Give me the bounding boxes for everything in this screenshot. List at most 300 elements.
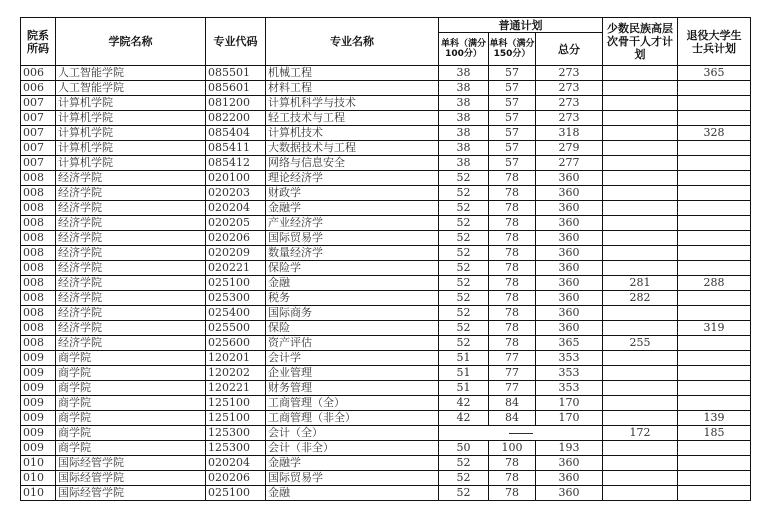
veteran-plan-cell xyxy=(678,201,751,216)
single-100-cell: 38 xyxy=(439,66,489,81)
major-code-cell: 125300 xyxy=(206,426,266,441)
veteran-plan-cell xyxy=(678,81,751,96)
single-150-cell: 78 xyxy=(489,201,536,216)
major-name-cell: 网络与信息安全 xyxy=(266,156,439,171)
score-table xyxy=(20,17,751,501)
college-name-cell: 经济学院 xyxy=(56,321,206,336)
minority-plan-cell xyxy=(603,456,678,471)
total-score-cell: 360 xyxy=(536,246,603,261)
major-code-cell: 020206 xyxy=(206,471,266,486)
major-name-cell: 财政学 xyxy=(266,186,439,201)
single-150-cell: 78 xyxy=(489,186,536,201)
minority-plan-cell: 255 xyxy=(603,336,678,351)
table-row xyxy=(21,141,751,156)
major-code-cell: 120202 xyxy=(206,366,266,381)
single-100-cell: 52 xyxy=(439,456,489,471)
minority-plan-cell xyxy=(603,171,678,186)
table-row xyxy=(21,201,751,216)
single-100-cell: 52 xyxy=(439,216,489,231)
minority-plan-cell xyxy=(603,396,678,411)
total-score-cell: 273 xyxy=(536,81,603,96)
single-150-cell: 100 xyxy=(489,441,536,456)
major-name-cell: 计算机技术 xyxy=(266,126,439,141)
dept-code-cell: 008 xyxy=(21,171,56,186)
major-code-cell: 082200 xyxy=(206,111,266,126)
dept-code-cell: 007 xyxy=(21,111,56,126)
table-row xyxy=(21,396,751,411)
minority-plan-cell xyxy=(603,156,678,171)
single-150-cell: 78 xyxy=(489,231,536,246)
major-code-cell: 081200 xyxy=(206,96,266,111)
table-row xyxy=(21,171,751,186)
veteran-plan-cell xyxy=(678,186,751,201)
dept-code-cell: 008 xyxy=(21,246,56,261)
table-header xyxy=(21,18,751,66)
single-100-cell: 52 xyxy=(439,486,489,501)
major-name-cell: 金融 xyxy=(266,276,439,291)
table-row xyxy=(21,321,751,336)
total-score-cell: 360 xyxy=(536,291,603,306)
veteran-plan-cell: 328 xyxy=(678,126,751,141)
single-150-cell: 78 xyxy=(489,486,536,501)
total-score-cell: 273 xyxy=(536,111,603,126)
single-100-cell: 52 xyxy=(439,171,489,186)
college-name-cell: 经济学院 xyxy=(56,336,206,351)
veteran-plan-cell xyxy=(678,261,751,276)
veteran-plan-cell xyxy=(678,141,751,156)
college-name-cell: 商学院 xyxy=(56,366,206,381)
total-score-cell: 353 xyxy=(536,381,603,396)
minority-plan-cell xyxy=(603,381,678,396)
major-code-cell: 120221 xyxy=(206,381,266,396)
major-name-cell: 保险 xyxy=(266,321,439,336)
table-row xyxy=(21,471,751,486)
single-100-cell: 52 xyxy=(439,291,489,306)
table-row xyxy=(21,246,751,261)
minority-plan-cell xyxy=(603,231,678,246)
table-row xyxy=(21,441,751,456)
college-name-cell: 人工智能学院 xyxy=(56,81,206,96)
veteran-plan-cell xyxy=(678,381,751,396)
total-score-cell: 360 xyxy=(536,261,603,276)
minority-plan-cell xyxy=(603,441,678,456)
college-name-cell: 计算机学院 xyxy=(56,111,206,126)
single-100-cell: 51 xyxy=(439,381,489,396)
total-score-cell: 360 xyxy=(536,231,603,246)
total-score-cell: 170 xyxy=(536,396,603,411)
veteran-plan-cell xyxy=(678,471,751,486)
dept-code-cell: 009 xyxy=(21,366,56,381)
single-100-cell: 42 xyxy=(439,411,489,426)
minority-plan-cell xyxy=(603,471,678,486)
major-code-cell: 025500 xyxy=(206,321,266,336)
minority-plan-cell xyxy=(603,246,678,261)
major-name-cell: 国际贸易学 xyxy=(266,231,439,246)
college-name-cell: 计算机学院 xyxy=(56,156,206,171)
major-name-cell: 资产评估 xyxy=(266,336,439,351)
dept-code-cell: 006 xyxy=(21,81,56,96)
major-code-cell: 020100 xyxy=(206,171,266,186)
single-150-cell: 78 xyxy=(489,261,536,276)
college-name-cell: 经济学院 xyxy=(56,171,206,186)
veteran-plan-cell: 365 xyxy=(678,66,751,81)
minority-plan-cell xyxy=(603,306,678,321)
single-150-cell: 57 xyxy=(489,96,536,111)
single-150-cell: 77 xyxy=(489,351,536,366)
table-row xyxy=(21,306,751,321)
veteran-plan-cell xyxy=(678,156,751,171)
veteran-plan-cell xyxy=(678,456,751,471)
header-single-150: 单科（满分150分） xyxy=(489,33,536,66)
veteran-plan-cell: 288 xyxy=(678,276,751,291)
minority-plan-cell: 281 xyxy=(603,276,678,291)
minority-plan-cell xyxy=(603,141,678,156)
table-row xyxy=(21,366,751,381)
single-100-cell: 52 xyxy=(439,201,489,216)
major-name-cell: 金融 xyxy=(266,486,439,501)
major-name-cell: 轻工技术与工程 xyxy=(266,111,439,126)
total-score-cell: 360 xyxy=(536,171,603,186)
table-row xyxy=(21,126,751,141)
single-100-cell: 52 xyxy=(439,186,489,201)
table-row xyxy=(21,156,751,171)
dash-line xyxy=(509,433,533,434)
college-name-cell: 国际经管学院 xyxy=(56,456,206,471)
table-row xyxy=(21,276,751,291)
veteran-plan-cell xyxy=(678,216,751,231)
minority-plan-cell xyxy=(603,411,678,426)
single-150-cell: 78 xyxy=(489,276,536,291)
minority-plan-cell xyxy=(603,261,678,276)
major-name-cell: 税务 xyxy=(266,291,439,306)
single-150-cell: 84 xyxy=(489,396,536,411)
minority-plan-cell xyxy=(603,366,678,381)
college-name-cell: 国际经管学院 xyxy=(56,471,206,486)
total-score-cell: 170 xyxy=(536,411,603,426)
veteran-plan-cell xyxy=(678,396,751,411)
header-veteran-plan: 退役大学生士兵计划 xyxy=(678,18,751,66)
college-name-cell: 经济学院 xyxy=(56,291,206,306)
table-row xyxy=(21,291,751,306)
single-150-cell: 78 xyxy=(489,306,536,321)
veteran-plan-cell xyxy=(678,486,751,501)
major-name-cell: 会计（非全） xyxy=(266,441,439,456)
header-major-code: 专业代码 xyxy=(206,18,266,66)
total-score-cell: 277 xyxy=(536,156,603,171)
dept-code-cell: 006 xyxy=(21,66,56,81)
veteran-plan-cell xyxy=(678,351,751,366)
total-score-cell: 318 xyxy=(536,126,603,141)
major-code-cell: 025100 xyxy=(206,276,266,291)
header-major-name: 专业名称 xyxy=(266,18,439,66)
major-name-cell: 保险学 xyxy=(266,261,439,276)
total-score-cell: 360 xyxy=(536,321,603,336)
single-100-cell: 52 xyxy=(439,306,489,321)
single-100-cell: 38 xyxy=(439,81,489,96)
single-150-cell: 57 xyxy=(489,66,536,81)
major-name-cell: 国际商务 xyxy=(266,306,439,321)
minority-plan-cell: 172 xyxy=(603,426,678,441)
minority-plan-cell xyxy=(603,186,678,201)
single-150-cell: 78 xyxy=(489,321,536,336)
table-row xyxy=(21,336,751,351)
dept-code-cell: 008 xyxy=(21,261,56,276)
college-name-cell: 国际经管学院 xyxy=(56,486,206,501)
major-name-cell: 企业管理 xyxy=(266,366,439,381)
table-row xyxy=(21,261,751,276)
major-code-cell: 025100 xyxy=(206,486,266,501)
minority-plan-cell xyxy=(603,126,678,141)
college-name-cell: 经济学院 xyxy=(56,261,206,276)
veteran-plan-cell xyxy=(678,231,751,246)
major-code-cell: 085411 xyxy=(206,141,266,156)
table-row xyxy=(21,351,751,366)
total-score-cell: 360 xyxy=(536,276,603,291)
major-name-cell: 数量经济学 xyxy=(266,246,439,261)
college-name-cell: 人工智能学院 xyxy=(56,66,206,81)
header-single-100: 单科（满分100分） xyxy=(439,33,489,66)
college-name-cell: 经济学院 xyxy=(56,306,206,321)
college-name-cell: 商学院 xyxy=(56,396,206,411)
dept-code-cell: 008 xyxy=(21,201,56,216)
dept-code-cell: 007 xyxy=(21,141,56,156)
minority-plan-cell xyxy=(603,486,678,501)
veteran-plan-cell xyxy=(678,246,751,261)
single-150-cell: 78 xyxy=(489,291,536,306)
header-regular-plan: 普通计划 xyxy=(439,18,603,33)
major-name-cell: 会计（全） xyxy=(266,426,439,441)
dept-code-cell: 008 xyxy=(21,216,56,231)
major-code-cell: 020221 xyxy=(206,261,266,276)
minority-plan-cell xyxy=(603,66,678,81)
dept-code-cell: 008 xyxy=(21,231,56,246)
major-code-cell: 085501 xyxy=(206,66,266,81)
table-row xyxy=(21,426,751,441)
major-name-cell: 财务管理 xyxy=(266,381,439,396)
table-row xyxy=(21,186,751,201)
single-150-cell: 78 xyxy=(489,216,536,231)
dept-code-cell: 009 xyxy=(21,381,56,396)
dept-code-cell: 007 xyxy=(21,96,56,111)
single-100-cell: 52 xyxy=(439,321,489,336)
veteran-plan-cell xyxy=(678,441,751,456)
total-score-cell: 360 xyxy=(536,216,603,231)
major-code-cell: 020204 xyxy=(206,201,266,216)
major-code-cell: 020206 xyxy=(206,231,266,246)
total-score-cell: 273 xyxy=(536,96,603,111)
table-row xyxy=(21,66,751,81)
total-score-cell: 353 xyxy=(536,351,603,366)
major-code-cell: 020204 xyxy=(206,456,266,471)
college-name-cell: 经济学院 xyxy=(56,201,206,216)
veteran-plan-cell xyxy=(678,366,751,381)
major-code-cell: 025600 xyxy=(206,336,266,351)
major-name-cell: 计算机科学与技术 xyxy=(266,96,439,111)
major-name-cell: 产业经济学 xyxy=(266,216,439,231)
college-name-cell: 经济学院 xyxy=(56,246,206,261)
college-name-cell: 商学院 xyxy=(56,426,206,441)
header-dept-code: 院系所码 xyxy=(21,18,56,66)
single-100-cell: 51 xyxy=(439,351,489,366)
major-code-cell: 025300 xyxy=(206,291,266,306)
college-name-cell: 计算机学院 xyxy=(56,96,206,111)
total-score-cell: 360 xyxy=(536,471,603,486)
major-name-cell: 理论经济学 xyxy=(266,171,439,186)
major-code-cell: 025400 xyxy=(206,306,266,321)
major-name-cell: 材料工程 xyxy=(266,81,439,96)
major-code-cell: 085412 xyxy=(206,156,266,171)
major-name-cell: 工商管理（全） xyxy=(266,396,439,411)
single-100-cell: 52 xyxy=(439,336,489,351)
veteran-plan-cell: 319 xyxy=(678,321,751,336)
veteran-plan-cell: 185 xyxy=(678,426,751,441)
minority-plan-cell xyxy=(603,96,678,111)
veteran-plan-cell xyxy=(678,306,751,321)
table-row xyxy=(21,411,751,426)
single-150-cell: 77 xyxy=(489,366,536,381)
veteran-plan-cell: 139 xyxy=(678,411,751,426)
single-100-cell: 52 xyxy=(439,261,489,276)
major-code-cell: 085404 xyxy=(206,126,266,141)
veteran-plan-cell xyxy=(678,96,751,111)
college-name-cell: 计算机学院 xyxy=(56,141,206,156)
college-name-cell: 商学院 xyxy=(56,351,206,366)
total-score-cell: 365 xyxy=(536,336,603,351)
single-150-cell: 78 xyxy=(489,171,536,186)
single-100-cell: 38 xyxy=(439,156,489,171)
single-150-cell: 77 xyxy=(489,381,536,396)
dept-code-cell: 009 xyxy=(21,411,56,426)
college-name-cell: 商学院 xyxy=(56,381,206,396)
major-name-cell: 大数据技术与工程 xyxy=(266,141,439,156)
table-body xyxy=(21,66,751,501)
single-150-cell: 57 xyxy=(489,111,536,126)
dept-code-cell: 007 xyxy=(21,156,56,171)
table-row xyxy=(21,96,751,111)
college-name-cell: 经济学院 xyxy=(56,186,206,201)
total-score-cell: 360 xyxy=(536,306,603,321)
table-row xyxy=(21,486,751,501)
major-code-cell: 125100 xyxy=(206,411,266,426)
single-150-cell: 57 xyxy=(489,156,536,171)
college-name-cell: 经济学院 xyxy=(56,276,206,291)
single-100-cell: 52 xyxy=(439,246,489,261)
header-minority-plan: 少数民族高层次骨干人才计划 xyxy=(603,18,678,66)
major-name-cell: 会计学 xyxy=(266,351,439,366)
single-100-cell: 38 xyxy=(439,126,489,141)
veteran-plan-cell xyxy=(678,171,751,186)
header-total: 总分 xyxy=(536,33,603,66)
dept-code-cell: 009 xyxy=(21,426,56,441)
table-row xyxy=(21,456,751,471)
score-table-container xyxy=(20,17,751,501)
regular-plan-merged-cell xyxy=(439,426,603,441)
single-150-cell: 84 xyxy=(489,411,536,426)
total-score-cell: 360 xyxy=(536,186,603,201)
major-name-cell: 国际贸易学 xyxy=(266,471,439,486)
major-code-cell: 125300 xyxy=(206,441,266,456)
dept-code-cell: 009 xyxy=(21,351,56,366)
total-score-cell: 360 xyxy=(536,201,603,216)
table-row xyxy=(21,231,751,246)
single-100-cell: 38 xyxy=(439,141,489,156)
major-name-cell: 工商管理（非全） xyxy=(266,411,439,426)
major-name-cell: 机械工程 xyxy=(266,66,439,81)
veteran-plan-cell xyxy=(678,291,751,306)
major-name-cell: 金融学 xyxy=(266,201,439,216)
table-row xyxy=(21,381,751,396)
dept-code-cell: 008 xyxy=(21,336,56,351)
single-150-cell: 78 xyxy=(489,471,536,486)
major-name-cell: 金融学 xyxy=(266,456,439,471)
total-score-cell: 360 xyxy=(536,486,603,501)
dept-code-cell: 010 xyxy=(21,486,56,501)
minority-plan-cell xyxy=(603,321,678,336)
total-score-cell: 353 xyxy=(536,366,603,381)
minority-plan-cell xyxy=(603,111,678,126)
dept-code-cell: 010 xyxy=(21,456,56,471)
total-score-cell: 273 xyxy=(536,66,603,81)
single-100-cell: 52 xyxy=(439,231,489,246)
dept-code-cell: 009 xyxy=(21,396,56,411)
single-100-cell: 38 xyxy=(439,111,489,126)
single-150-cell: 57 xyxy=(489,126,536,141)
major-code-cell: 120201 xyxy=(206,351,266,366)
dept-code-cell: 008 xyxy=(21,321,56,336)
single-150-cell: 57 xyxy=(489,81,536,96)
single-100-cell: 50 xyxy=(439,441,489,456)
college-name-cell: 商学院 xyxy=(56,411,206,426)
header-college-name: 学院名称 xyxy=(56,18,206,66)
major-code-cell: 020203 xyxy=(206,186,266,201)
major-code-cell: 020209 xyxy=(206,246,266,261)
dept-code-cell: 008 xyxy=(21,291,56,306)
veteran-plan-cell xyxy=(678,111,751,126)
dept-code-cell: 009 xyxy=(21,441,56,456)
total-score-cell: 360 xyxy=(536,456,603,471)
minority-plan-cell: 282 xyxy=(603,291,678,306)
dept-code-cell: 008 xyxy=(21,186,56,201)
single-150-cell: 57 xyxy=(489,141,536,156)
college-name-cell: 商学院 xyxy=(56,441,206,456)
single-150-cell: 78 xyxy=(489,336,536,351)
major-code-cell: 085601 xyxy=(206,81,266,96)
single-150-cell: 78 xyxy=(489,246,536,261)
single-150-cell: 78 xyxy=(489,456,536,471)
minority-plan-cell xyxy=(603,351,678,366)
table-row xyxy=(21,81,751,96)
veteran-plan-cell xyxy=(678,336,751,351)
minority-plan-cell xyxy=(603,216,678,231)
single-100-cell: 38 xyxy=(439,96,489,111)
college-name-cell: 经济学院 xyxy=(56,231,206,246)
minority-plan-cell xyxy=(603,81,678,96)
minority-plan-cell xyxy=(603,201,678,216)
single-100-cell: 51 xyxy=(439,366,489,381)
college-name-cell: 经济学院 xyxy=(56,216,206,231)
dept-code-cell: 010 xyxy=(21,471,56,486)
single-100-cell: 52 xyxy=(439,471,489,486)
total-score-cell: 193 xyxy=(536,441,603,456)
single-100-cell: 52 xyxy=(439,276,489,291)
dept-code-cell: 007 xyxy=(21,126,56,141)
total-score-cell: 279 xyxy=(536,141,603,156)
major-code-cell: 020205 xyxy=(206,216,266,231)
major-code-cell: 125100 xyxy=(206,396,266,411)
college-name-cell: 计算机学院 xyxy=(56,126,206,141)
table-row xyxy=(21,216,751,231)
single-100-cell: 42 xyxy=(439,396,489,411)
